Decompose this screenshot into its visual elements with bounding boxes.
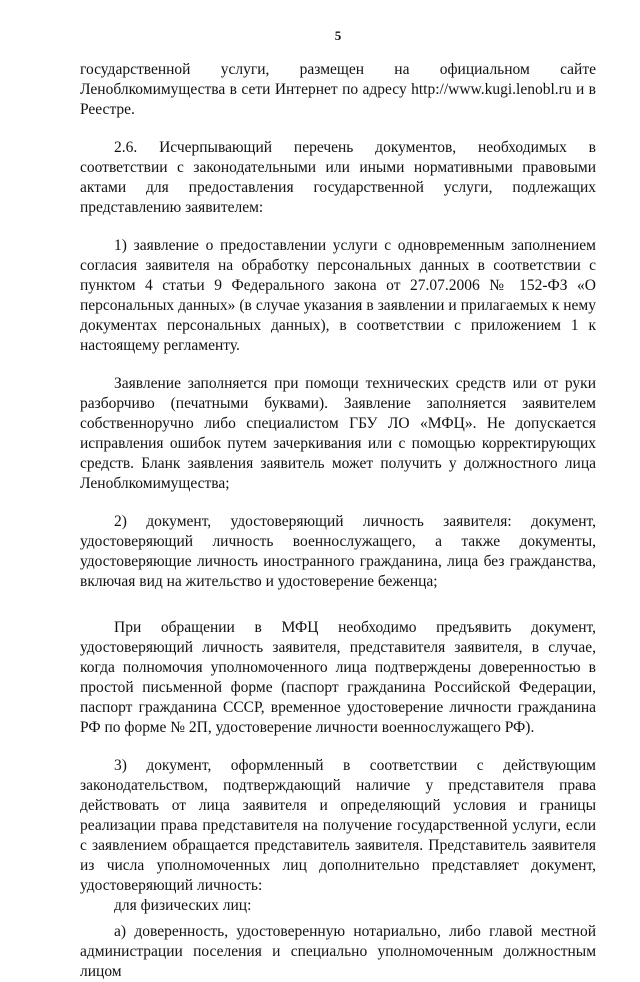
paragraph-item-3-representative: 3) документ, оформленный в соответствии с действующим законодательством, подтверждающий наличие у представителя права действовать от лица заявителя и определяющий условия и границы реализации права представителя на получение государственной услуги, если с заявлением обращается представитель заявителя. Представитель заявителя из числа уполномоченных лиц дополнительно представляет документ, удостоверяющий личность: — [80, 757, 596, 894]
paragraph-service-info-continuation: государственной услуги, размещен на официальном сайте Леноблкомимущества в сети Интернет по адресу http://www.kugi.lenobl.ru и в Реестре. — [80, 61, 596, 118]
paragraph-application-filling: Заявление заполняется при помощи технических средств или от руки разборчиво (печатными буквами). Заявление заполняется заявителем собственноручно либо специалистом ГБУ ЛО «МФЦ». Не допускается исправления ошибок путем зачеркивания или с помощью корректирующих средств. Бланк заявления заявитель может получить у должностного лица Леноблкомимущества; — [80, 375, 596, 492]
document-page — [80, 28, 596, 982]
paragraph-item-2-identity-document: 2) документ, удостоверяющий личность заявителя: документ, удостоверяющий личность военнослужащего, а также документы, удостоверяющие личность иностранного гражданина, лица без гражданства, включая вид на жительство и удостоверение беженца; — [80, 513, 596, 590]
paragraph-item-a-power-of-attorney: а) доверенность, удостоверенную нотариально, либо главой местной администрации поселения и специально уполномоченным должностным лицом — [80, 923, 596, 980]
page-number: 5 — [334, 28, 342, 43]
paragraph-individuals-heading: для физических лиц: — [114, 897, 252, 914]
paragraph-item-1-application: 1) заявление о предоставлении услуги с одновременным заполнением согласия заявителя на обработку персональных данных в соответствии с пунктом 4 статьи 9 Федерального закона от 27.07.2006 № 152-ФЗ «О персональных данных» (в случае указания в заявлении и прилагаемых к нему документах персональных данных), в соответствии с приложением 1 к настоящему регламенту. — [80, 237, 596, 354]
paragraph-section-2-6: 2.6. Исчерпывающий перечень документов, необходимых в соответствии с законодательными или иными нормативными правовыми актами для предоставления государственной услуги, подлежащих представлению заявителем: — [80, 139, 596, 216]
paragraph-mfc-identity: При обращении в МФЦ необходимо предъявить документ, удостоверяющий личность заявителя, представителя заявителя, в случае, когда полномочия уполномоченного лица подтверждены доверенностью в простой письменной форме (паспорт гражданина Российской Федерации, паспорт гражданина СССР, временное удостоверение личности гражданина РФ по форме № 2П, удостоверение личности военнослужащего РФ). — [80, 619, 596, 736]
